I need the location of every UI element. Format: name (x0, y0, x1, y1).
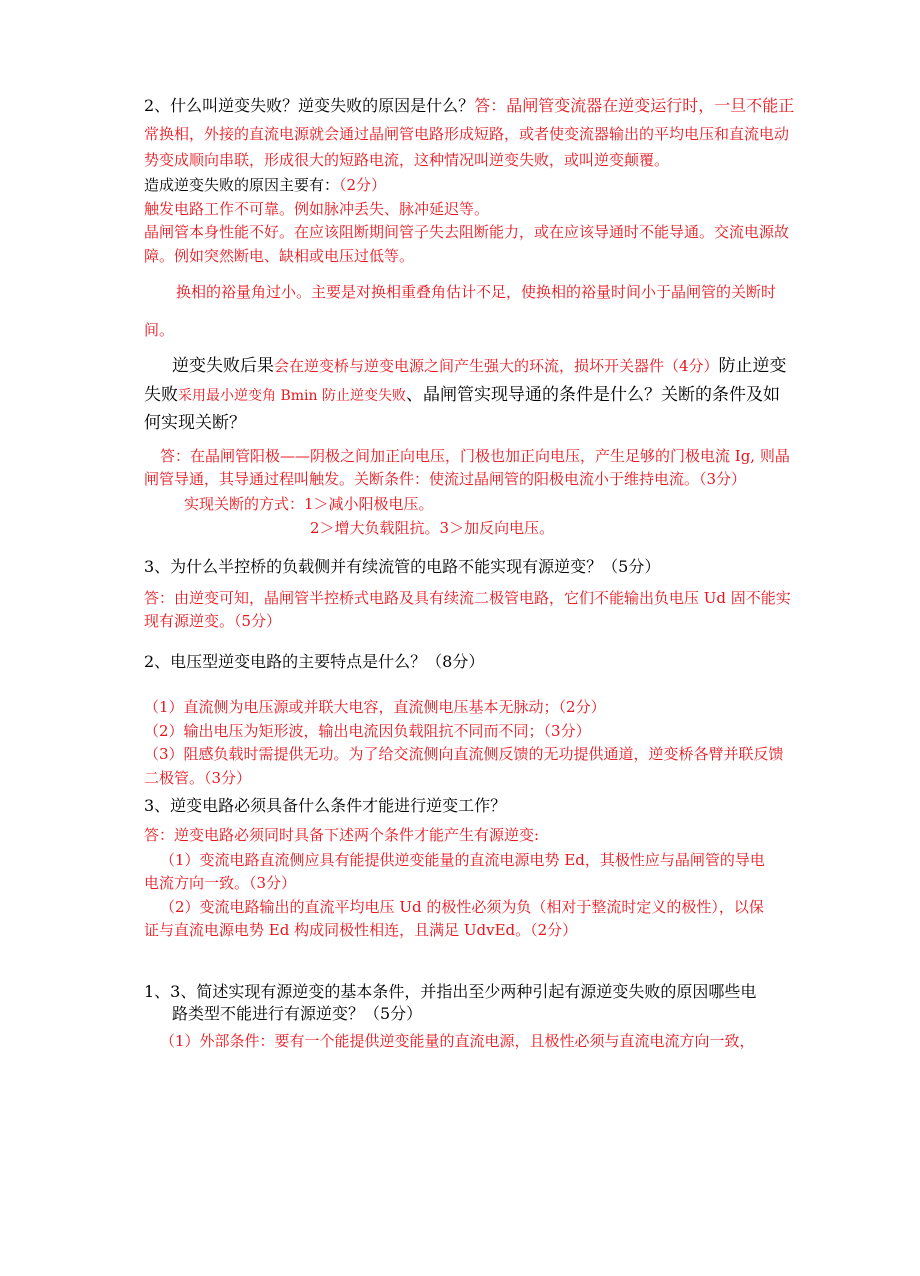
q3-title: 2、电压型逆变电路的主要特点是什么？（8分） (144, 652, 485, 671)
q1-prevent-label: 防止逆变 (718, 356, 787, 376)
q1-thyristor-question: 、晶闸管实现导通的条件是什么？关断的条件及如 (405, 385, 780, 405)
q1-question: 2、什么叫逆变失败？逆变失败的原因是什么？ (144, 96, 475, 115)
q4-line-1: 答：逆变电路必须同时具备下述两个条件才能产生有源逆变: (144, 826, 540, 844)
q1-line-3: 势变成顺向串联，形成很大的短路电流，这种情况叫逆变失败，或叫逆变颠覆。 (144, 151, 670, 169)
q1-causes-score: （2分） (339, 176, 387, 194)
q1-line-8: 换相的裕量角过小。主要是对换相重叠角估计不足，使换相的裕量时间小于晶闸管的关断时 (176, 283, 777, 301)
q1-line-13: 答：在晶闸管阳极——阴极之间加正向电压，门极也加正向电压，产生足够的门极电流 Ig, 则晶 (160, 447, 790, 465)
q2-line-1: 答：由逆变可知，晶闸管半控桥式电路及具有续流二极管电路，它们不能输出负电压 Ud 固不能实 (144, 589, 791, 607)
q4-title: 3、逆变电路必须具备什么条件才能进行逆变工作？ (144, 796, 507, 815)
q1-line-5: 触发电路工作不可靠。例如脉冲丢失、脉冲延迟等。 (144, 200, 490, 218)
q3-line-3: （3）阻感负载时需提供无功。为了给交流侧向直流侧反馈的无功提供通道，逆变桥各臂并联反馈 (144, 745, 784, 763)
q1-prevent-text: 采用最小逆变角 Bmin 防止逆变失败 (178, 388, 406, 404)
q4-line-2: （1）变流电路直流侧应具有能提供逆变能量的直流电源电势 Ed，其极性应与晶闸管的导电 (160, 851, 765, 869)
q4-line-3: 电流方向一致。（3分） (144, 874, 297, 892)
q1-causes-heading: 造成逆变失败的原因主要有： (144, 176, 340, 194)
q1-consequence-text: 会在逆变桥与逆变电源之间产生强大的环流，损坏开关器件（4分） (274, 357, 719, 375)
q1-line-15: 实现关断的方式：1＞减小阳极电压。 (184, 495, 434, 513)
q1-line-4 (144, 175, 386, 195)
q5-title-line-1: 1、3、简述实现有源逆变的基本条件，并指出至少两种引起有源逆变失败的原因哪些电 (144, 982, 757, 1001)
q2-line-2: 现有源逆变。（5分） (144, 612, 282, 630)
q1-prevent-label-2: 失败 (144, 385, 178, 405)
q3-line-4: 二极管。（3分） (144, 769, 252, 787)
q4-line-4: （2）变流电路输出的直流平均电压 Ud 的极性必须为负（相对于整流时定义的极性），以保 (160, 898, 764, 916)
q2-title: 3、为什么半控桥的负载侧并有续流管的电路不能实现有源逆变？（5分） (144, 557, 661, 576)
q1-line-6: 晶闸管本身性能不好。在应该阻断期间管子失去阻断能力，或在应该导通时不能导通。交流电源故 (144, 223, 790, 241)
q5-title-line-2: 路类型不能进行有源逆变？（5分） (172, 1004, 423, 1023)
q1-line-1 (144, 96, 794, 116)
q5-line-1: （1）外部条件：要有一个能提供逆变能量的直流电源，且极性必须与直流电流方向一致， (160, 1032, 755, 1050)
q1-consequence-label: 逆变失败后果 (172, 356, 274, 376)
q1-line-14: 闸管导通，其导通过程叫触发。关断条件：使流过晶闸管的阳极电流小于维持电流。（3分） (144, 470, 747, 488)
q1-line-16: 2＞增大负载阻抗。3＞加反向电压。 (310, 519, 555, 537)
q1-line-7: 障。例如突然断电、缺相或电压过低等。 (144, 247, 415, 265)
q1-answer-start: 答：晶闸管变流器在逆变运行时，一旦不能正 (474, 96, 795, 115)
q3-line-2: （2）输出电压为矩形波，输出电流因负载阻抗不同而不同；（3分） (144, 722, 591, 740)
q1-line-11 (144, 385, 780, 406)
q1-line-2: 常换相，外接的直流电源就会通过晶闸管电路形成短路，或者使变流器输出的平均电压和直流电动 (144, 125, 790, 143)
q1-line-12: 何实现关断？ (144, 413, 246, 433)
q3-line-1: （1）直流侧为电压源或并联大电容，直流侧电压基本无脉动；（2分） (144, 698, 606, 716)
q4-line-5: 证与直流电源电势 Ed 构成同极性相连，且满足 UdvEd。（2分） (144, 921, 578, 939)
q1-line-9: 间。 (144, 321, 175, 339)
q1-line-10 (172, 356, 787, 376)
